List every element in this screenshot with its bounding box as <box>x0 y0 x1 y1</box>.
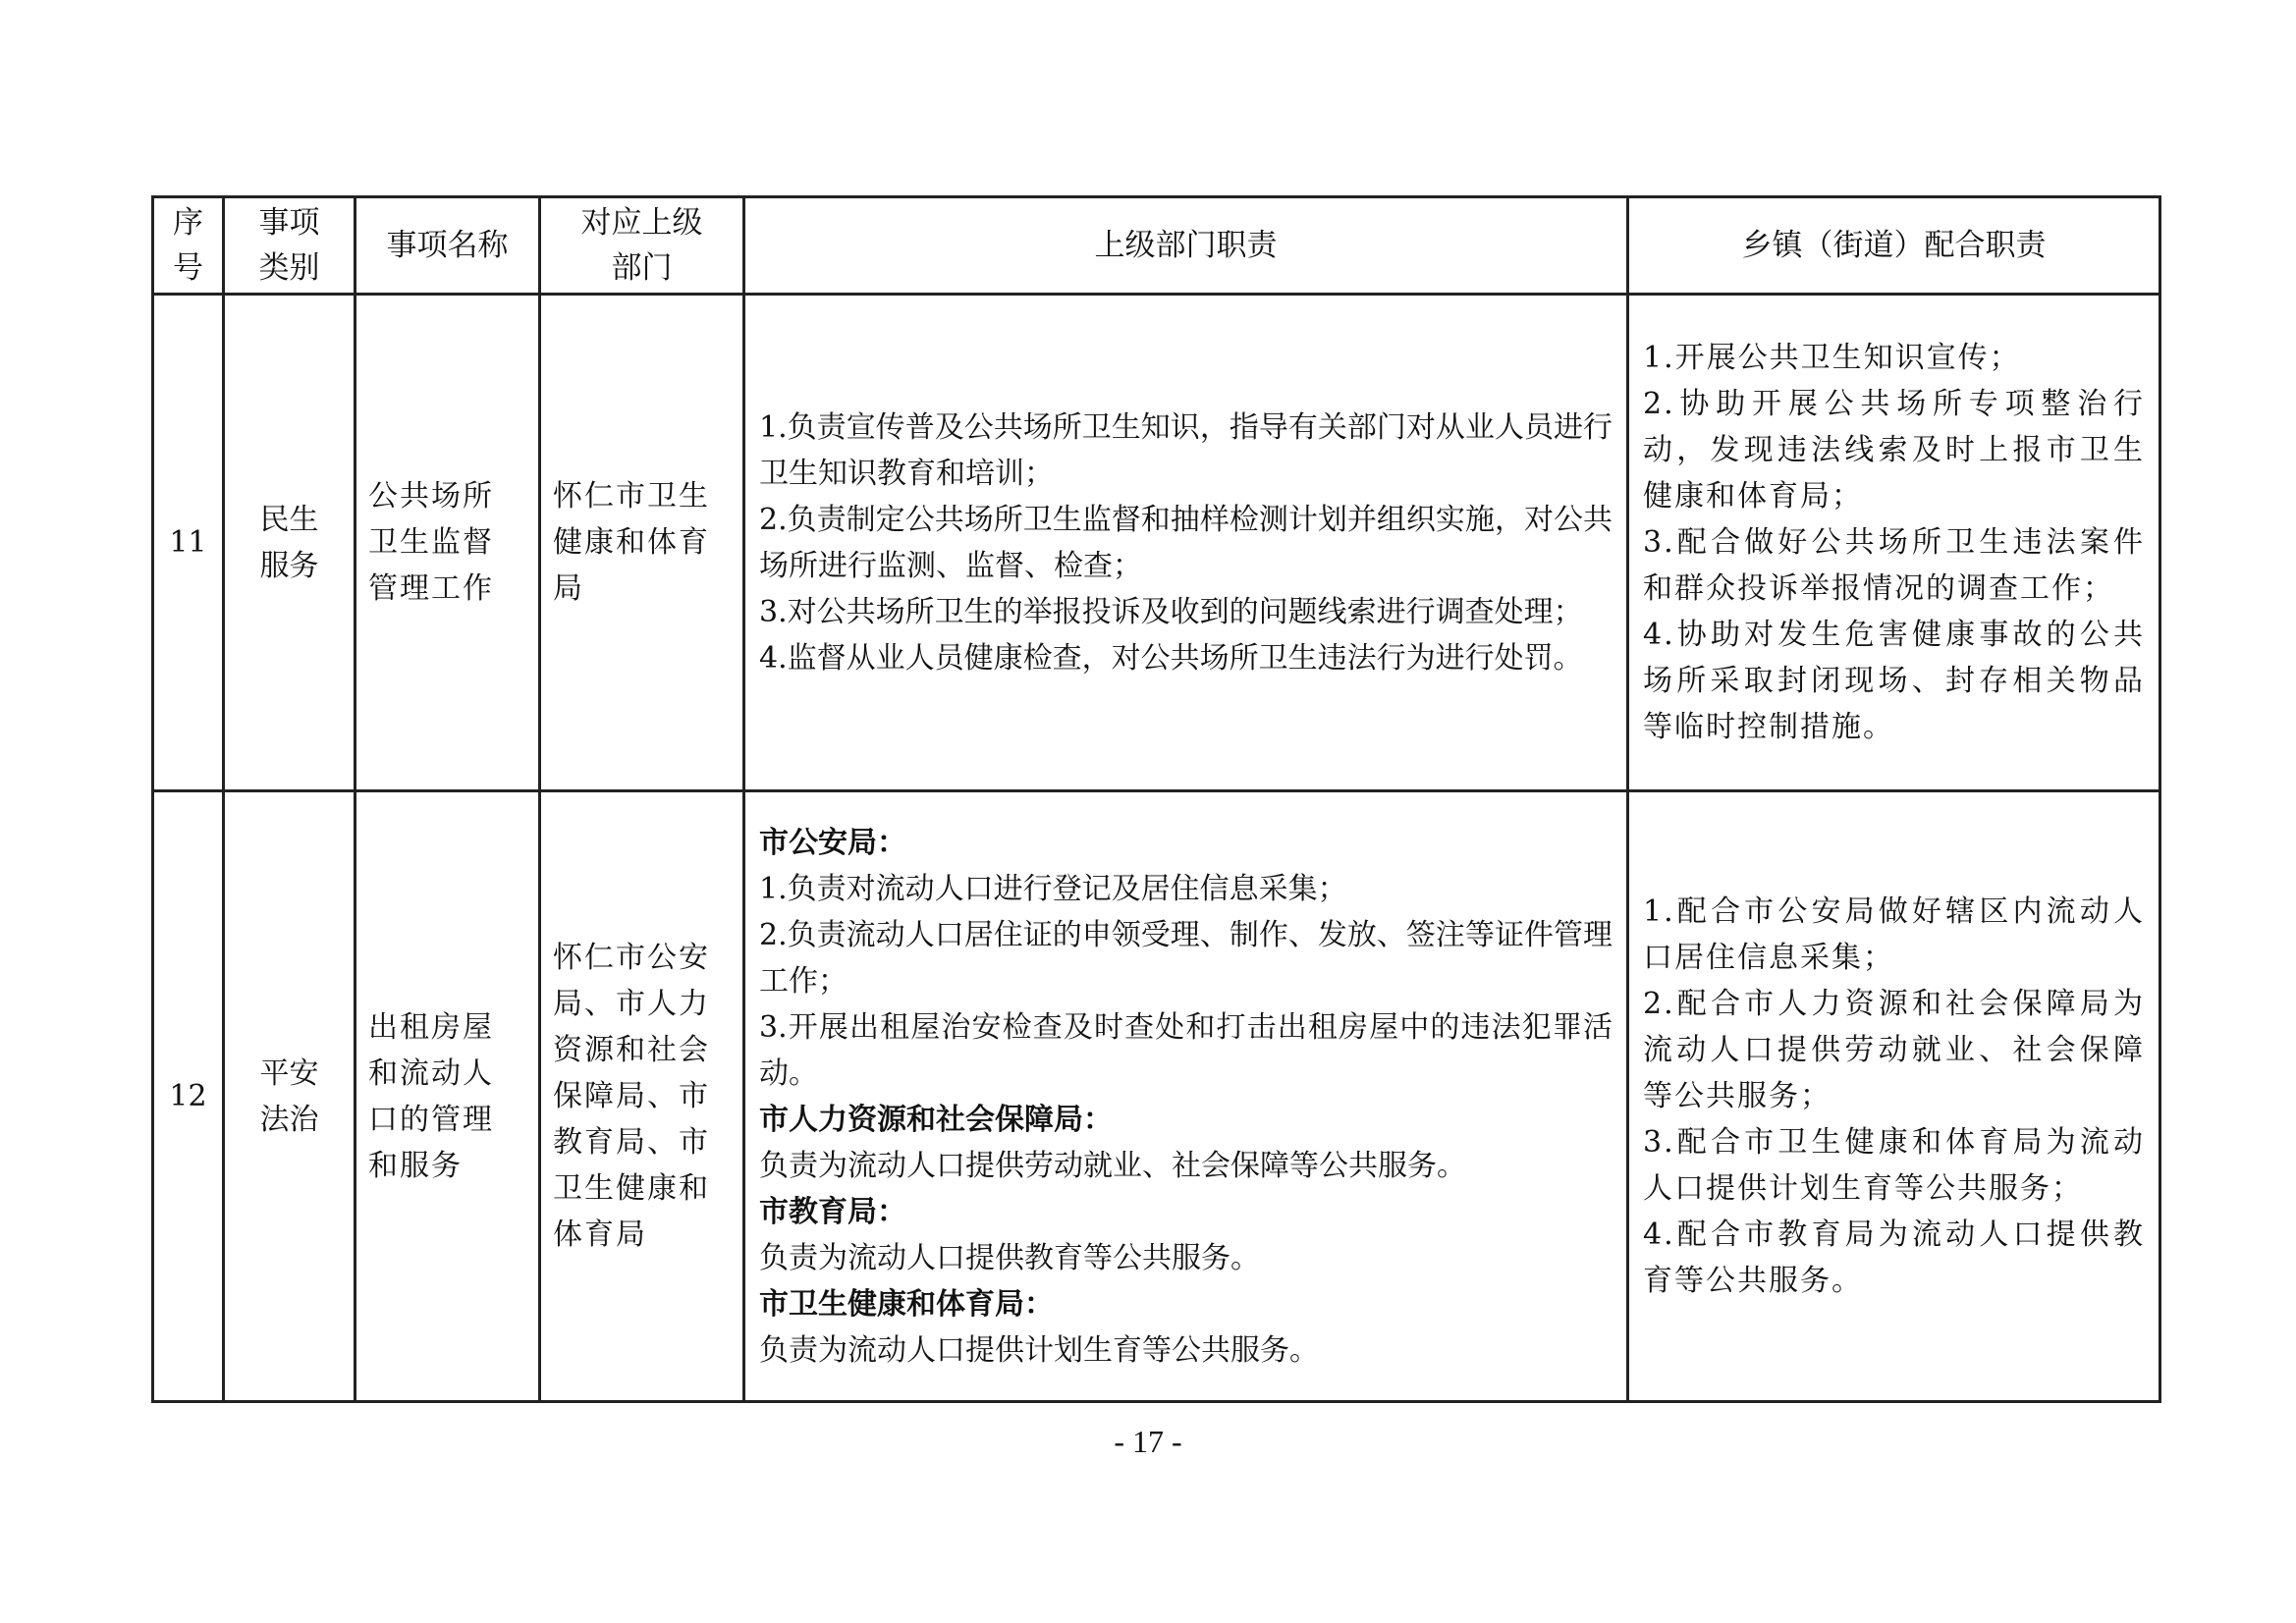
duty-item: 2.配合市人力资源和社会保障局为流动人口提供劳动就业、社会保障等公共服务； <box>1643 987 2145 1113</box>
duty-item: 2.协助开展公共场所专项整治行动，发现违法线索及时上报市卫生健康和体育局； <box>1643 387 2145 514</box>
row-name: 出租房屋 和流动人 口的管理 和服务 <box>355 791 540 1402</box>
row-upper-duty <box>744 295 1628 791</box>
row-town-duty <box>1628 791 2160 1402</box>
dept-heading: 市人力资源和社会保障局： <box>759 1102 1113 1137</box>
duty-item: 2.负责流动人口居住证的申领受理、制作、发放、签注等证件管理工作； <box>759 917 1613 999</box>
header-seq: 序 号 <box>153 197 224 295</box>
dept-heading: 市卫生健康和体育局： <box>759 1286 1054 1322</box>
dept-heading: 市教育局： <box>759 1194 906 1229</box>
dept-heading: 市公安局： <box>759 825 906 860</box>
table-header-row <box>153 197 2160 295</box>
duty-item: 1.配合市公安局做好辖区内流动人口居住信息采集； <box>1643 894 2145 975</box>
duty-item: 负责为流动人口提供劳动就业、社会保障等公共服务。 <box>759 1148 1466 1183</box>
duty-item: 2.负责制定公共场所卫生监督和抽样检测计划并组织实施，对公共场所进行监测、监督、检查； <box>759 502 1613 583</box>
row-upper-dept: 怀仁市卫生 健康和体育 局 <box>540 295 744 791</box>
duty-item: 4.监督从业人员健康检查，对公共场所卫生违法行为进行处罚。 <box>759 640 1583 676</box>
duty-table <box>151 195 2161 1403</box>
row-upper-dept: 怀仁市公安 局、市人力 资源和社会 保障局、市 教育局、市 卫生健康和 体育局 <box>540 791 744 1402</box>
page-number: - 17 - <box>1114 1424 1182 1459</box>
duty-item: 1.负责宣传普及公共场所卫生知识，指导有关部门对从业人员进行卫生知识教育和培训； <box>759 409 1613 491</box>
header-category: 事项 类别 <box>224 197 355 295</box>
duty-item: 4.协助对发生危害健康事故的公共场所采取封闭现场、封存相关物品等临时控制措施。 <box>1643 618 2145 744</box>
duty-item: 1.负责对流动人口进行登记及居住信息采集； <box>759 871 1347 906</box>
row-seq: 12 <box>153 791 224 1402</box>
row-seq: 11 <box>153 295 224 791</box>
row-town-duty <box>1628 295 2160 791</box>
header-name: 事项名称 <box>355 197 540 295</box>
duty-item: 3.开展出租屋治安检查及时查处和打击出租房屋中的违法犯罪活动。 <box>759 1009 1613 1091</box>
row-name: 公共场所 卫生监督 管理工作 <box>355 295 540 791</box>
duty-item: 负责为流动人口提供教育等公共服务。 <box>759 1240 1260 1275</box>
header-upper-duty: 上级部门职责 <box>744 197 1628 295</box>
duty-item: 3.配合市卫生健康和体育局为流动人口提供计划生育等公共服务； <box>1643 1125 2145 1206</box>
duty-item: 3.配合做好公共场所卫生违法案件和群众投诉举报情况的调查工作； <box>1643 525 2145 606</box>
duty-item: 1.开展公共卫生知识宣传； <box>1643 341 2021 375</box>
table-row <box>153 791 2160 1402</box>
row-category: 平安 法治 <box>224 791 355 1402</box>
header-upper-dept: 对应上级 部门 <box>540 197 744 295</box>
table-row <box>153 295 2160 791</box>
row-upper-duty <box>744 791 1628 1402</box>
duty-item: 3.对公共场所卫生的举报投诉及收到的问题线索进行调查处理； <box>759 594 1583 629</box>
duty-item: 负责为流动人口提供计划生育等公共服务。 <box>759 1332 1319 1368</box>
header-town-duty: 乡镇（街道）配合职责 <box>1628 197 2160 295</box>
row-category: 民生 服务 <box>224 295 355 791</box>
duty-item: 4.配合市教育局为流动人口提供教育等公共服务。 <box>1643 1217 2145 1298</box>
